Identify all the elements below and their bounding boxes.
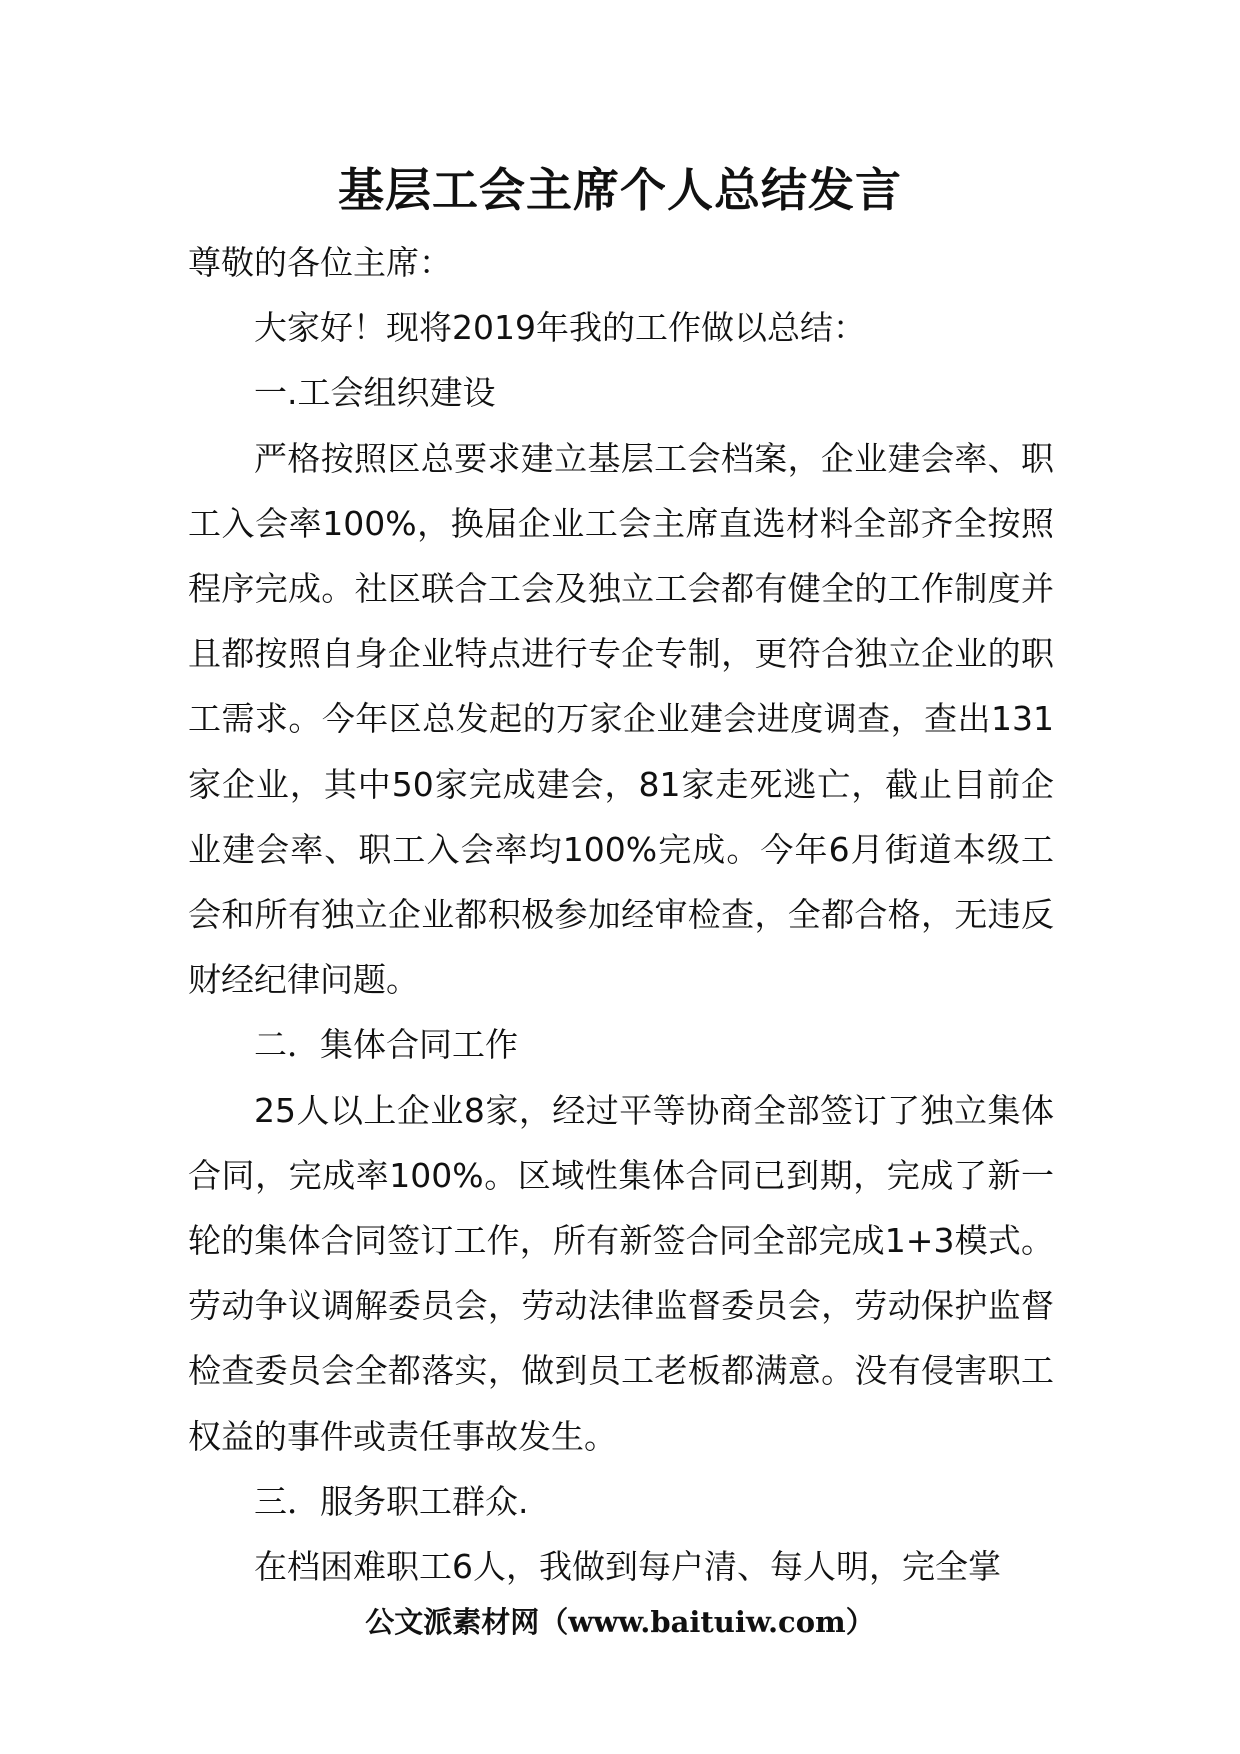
- section-paragraph-3: 在档困难职工6人，我做到每户清、每人明，完全掌: [254, 1547, 1001, 1587]
- document-title: 基层工会主席个人总结发言: [338, 163, 902, 217]
- greeting-paragraph: 大家好！现将2019年我的工作做以总结：: [254, 308, 866, 348]
- section-paragraph-1: 严格按照区总要求建立基层工会档案，企业建会率、职工入会率100%，换届企业工会主席直选材料全部齐全按照程序完成。社区联合工会及独立工会都有健全的工作制度并且都按照自身企业特点进行专企专制，更符合独立企业的职工需求。今年区总发起的万家企业建会进度调查，查出131家企业，其中50家完成建会，81家走死逃亡，截止目前企业建会率、职工入会率均100%完成。今年6月街道本级工会和所有独立企业都积极参加经审检查，全都合格，无违反财经纪律问题。: [188, 438, 1054, 1000]
- watermark-footer: 公文派素材网（www.baituiw.com）: [365, 1605, 875, 1639]
- salutation: 尊敬的各位主席：: [188, 243, 452, 282]
- section-heading-3: 三．服务职工群众.: [254, 1481, 529, 1521]
- document-body: [188, 230, 1054, 1599]
- section-paragraph-2: 25人以上企业8家，经过平等协商全部签订了独立集体合同，完成率100%。区域性集体合同已到期，完成了新一轮的集体合同签订工作，所有新签合同全部完成1+3模式。劳动争议调解委员会，劳动法律监督委员会，劳动保护监督检查委员会全都落实，做到员工老板都满意。没有侵害职工权益的事件或责任事故发生。: [188, 1090, 1054, 1456]
- section-heading-1: 一.工会组织建设: [254, 373, 496, 413]
- section-heading-2: 二．集体合同工作: [254, 1025, 518, 1065]
